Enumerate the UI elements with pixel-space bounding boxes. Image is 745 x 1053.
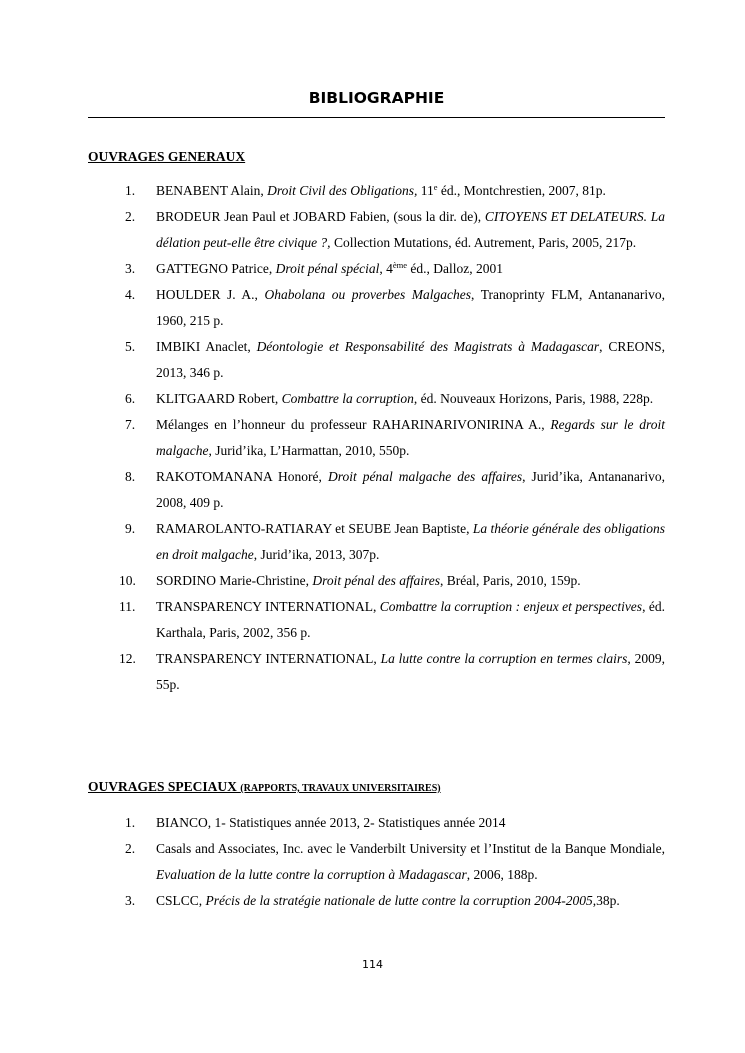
item-title: CITOYENS ET DELATEURS. La délation peut-elle être civique ?,: [156, 209, 665, 250]
list-item: [125, 386, 665, 412]
item-details: ,38p.: [592, 893, 620, 908]
item-details: , Jurid’ika, L’Harmattan, 2010, 550p.: [208, 443, 410, 458]
section-subheading: (RAPPORTS, TRAVAUX UNIVERSITAIRES): [240, 783, 441, 794]
item-title: Droit pénal des affaires: [312, 573, 440, 588]
item-details: , 2006, 188p.: [466, 867, 538, 882]
item-details: éd., Montchrestien, 2007, 81p.: [437, 183, 606, 198]
list-item: [125, 282, 665, 334]
item-number: 4.: [125, 287, 136, 302]
item-title: La théorie générale des obligations en droit malgache: [156, 521, 665, 562]
item-edition: 11: [417, 183, 434, 198]
item-details: , Bréal, Paris, 2010, 159p.: [439, 573, 581, 588]
item-details: , Jurid’ika, 2013, 307p.: [253, 547, 380, 562]
item-author: BENABENT Alain,: [156, 183, 268, 198]
item-details: , éd. Karthala, Paris, 2002, 356 p.: [156, 599, 665, 640]
item-number: 10.: [119, 573, 136, 588]
list-item: [125, 516, 665, 568]
list-item: [125, 888, 665, 914]
item-details: , 2009, 55p.: [156, 651, 665, 692]
item-title: Evaluation de la lutte contre la corruption à Madagascar: [156, 867, 467, 882]
item-number: 7.: [125, 417, 136, 432]
item-number: 1.: [125, 815, 136, 830]
item-number: 6.: [125, 391, 136, 406]
item-author: HOULDER J. A.,: [156, 287, 265, 302]
page-title: BIBLIOGRAPHIE: [308, 89, 445, 107]
title-divider: [88, 117, 665, 118]
item-title: La lutte contre la corruption en termes clairs: [380, 651, 628, 666]
section-heading-text: OUVRAGES SPECIAUX: [88, 779, 241, 794]
item-author: RAMAROLANTO-RATIARAY et SEUBE Jean Baptiste,: [156, 521, 473, 536]
item-number: 12.: [119, 651, 136, 666]
item-title: Combattre la corruption : enjeux et perspectives: [379, 599, 643, 614]
list-item: [125, 464, 665, 516]
item-author: GATTEGNO Patrice,: [156, 261, 276, 276]
list-item: [125, 412, 665, 464]
item-title: Droit pénal spécial: [275, 261, 380, 276]
list-item: [125, 836, 665, 888]
item-author: Mélanges en l’honneur du professeur RAHARINARIVONIRINA A.,: [156, 417, 551, 432]
item-author: BIANCO, 1- Statistiques année 2013, 2- Statistiques année 2014: [156, 815, 506, 830]
item-edition-sup: ème: [392, 260, 408, 270]
item-number: 2.: [125, 209, 136, 224]
page-number: 114: [362, 958, 383, 971]
item-details: éd., Dalloz, 2001: [407, 261, 504, 276]
item-author: TRANSPARENCY INTERNATIONAL,: [156, 651, 381, 666]
item-number: 2.: [125, 841, 136, 856]
item-author: SORDINO Marie-Christine,: [156, 573, 313, 588]
bibliography-list-special: [125, 810, 665, 914]
item-author: KLITGAARD Robert,: [156, 391, 282, 406]
item-title: Regards sur le droit malgache: [156, 417, 665, 458]
item-number: 8.: [125, 469, 136, 484]
item-author: IMBIKI Anaclet,: [156, 339, 257, 354]
item-number: 3.: [125, 893, 136, 908]
item-number: 3.: [125, 261, 136, 276]
item-author: BRODEUR Jean Paul et JOBARD Fabien, (sous la dir. de),: [156, 209, 485, 224]
item-edition: , 4: [379, 261, 393, 276]
item-title: Ohabolana ou proverbes Malgaches: [264, 287, 472, 302]
item-details: , CREONS, 2013, 346 p.: [156, 339, 666, 380]
list-item: [119, 646, 665, 698]
item-details: , Jurid’ika, Antananarivo, 2008, 409 p.: [156, 469, 665, 510]
section-heading-text: OUVRAGES GENERAUX: [88, 149, 246, 164]
list-item: [125, 334, 665, 386]
item-author: RAKOTOMANANA Honoré,: [156, 469, 328, 484]
section-heading-ouvrages-speciaux: [88, 779, 441, 795]
item-author: TRANSPARENCY INTERNATIONAL,: [156, 599, 380, 614]
item-edition-sup: e: [433, 182, 438, 192]
item-title: Combattre la corruption: [281, 391, 414, 406]
item-author: Casals and Associates, Inc. avec le Vanderbilt University et l’Institut de la Banque Mondiale,: [156, 841, 665, 856]
item-details: , Tranoprinty FLM, Antananarivo, 1960, 215 p.: [156, 287, 665, 328]
list-item: [125, 256, 665, 282]
item-number: 1.: [125, 183, 136, 198]
list-item: [125, 810, 665, 836]
list-item: [119, 594, 665, 646]
item-title: Droit pénal malgache des affaires: [327, 469, 523, 484]
bibliography-list-general: [119, 178, 666, 698]
item-title: Droit Civil des Obligations,: [267, 183, 418, 198]
item-details: , éd. Nouveaux Horizons, Paris, 1988, 228p.: [413, 391, 654, 406]
list-item: [119, 568, 665, 594]
item-author: CSLCC,: [156, 893, 206, 908]
item-number: 9.: [125, 521, 136, 536]
list-item: [125, 204, 665, 256]
section-heading-ouvrages-generaux: [88, 149, 245, 165]
item-title: Précis de la stratégie nationale de lutte contre la corruption 2004-2005: [205, 893, 593, 908]
item-details: Collection Mutations, éd. Autrement, Paris, 2005, 217p.: [330, 235, 637, 250]
item-number: 11.: [119, 599, 136, 614]
list-item: [125, 178, 665, 204]
item-title: Déontologie et Responsabilité des Magistrats à Madagascar: [256, 339, 600, 354]
item-number: 5.: [125, 339, 136, 354]
